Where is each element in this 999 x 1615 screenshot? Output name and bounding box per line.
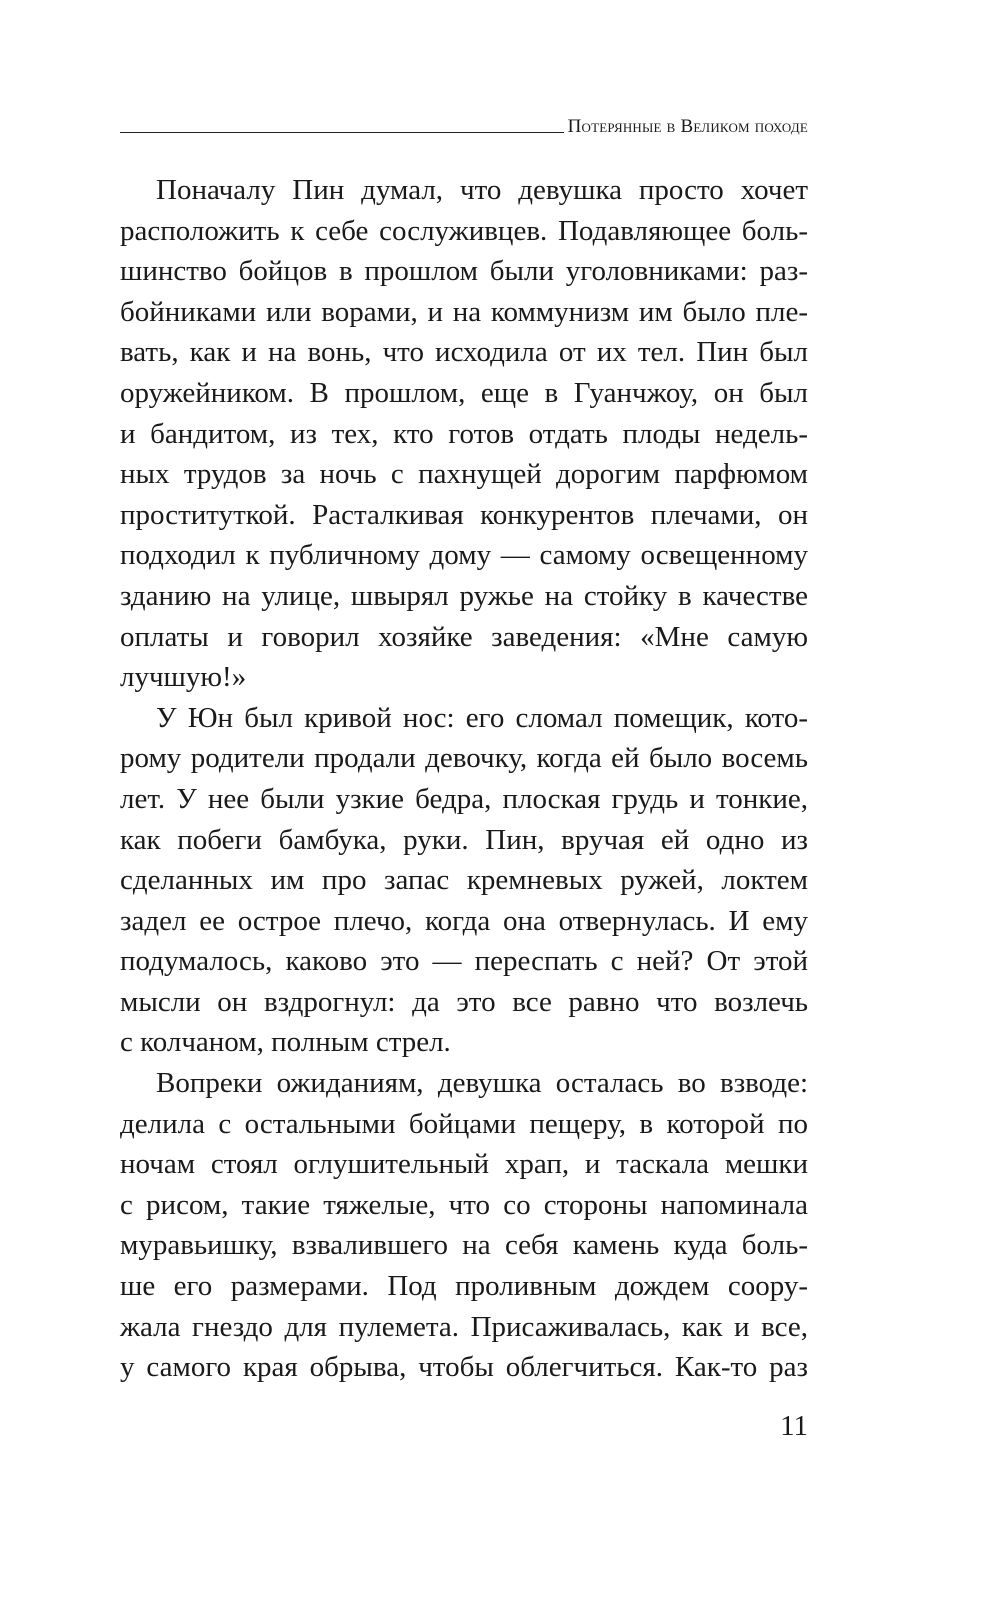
running-header: [120, 112, 808, 138]
text-line: с рисом, такие тяжелые, что со стороны напоминала: [120, 1188, 808, 1221]
text-line: Вопреки ожиданиям, девушка осталась во взводе:: [156, 1067, 808, 1100]
text-line: лучшую!»: [120, 661, 247, 694]
text-line: У Юн был кривой нос: его сломал помещик, кото-: [156, 701, 808, 734]
text-line: рому родители продали девочку, когда ей было восемь: [120, 742, 808, 775]
running-title: Потерянные в Великом походе: [567, 116, 808, 137]
text-line: как побеги бамбука, руки. Пин, вручая ей одно из: [120, 823, 808, 856]
text-line: расположить к себе сослуживцев. Подавляющее боль-: [120, 214, 808, 247]
header-rule: [120, 132, 564, 133]
text-line: вать, как и на вонь, что исходила от их тел. Пин был: [120, 336, 808, 369]
text-line: жала гнездо для пулемета. Присаживалась, как и все,: [120, 1310, 808, 1343]
text-line: у самого края обрыва, чтобы облегчиться. Как-то раз: [120, 1351, 808, 1384]
text-line: оплаты и говорил хозяйке заведения: «Мне самую: [120, 620, 808, 653]
paragraph: [120, 1063, 808, 1388]
text-line: ночам стоял оглушительный храп, и таскала мешки: [120, 1148, 808, 1181]
page-number: 11: [780, 1410, 808, 1442]
text-line: зданию на улице, швырял ружье на стойку в качестве: [120, 579, 808, 612]
text-line: Поначалу Пин думал, что девушка просто хочет: [156, 174, 808, 206]
text-line: подходил к публичному дому — самому освещенному: [120, 539, 808, 572]
text-line: шинство бойцов в прошлом были уголовниками: раз-: [120, 255, 808, 288]
text-line: оружейником. В прошлом, еще в Гуанчжоу, он был: [120, 376, 808, 409]
text-line: с колчаном, полным стрел.: [120, 1026, 451, 1059]
paragraph: [120, 698, 808, 1063]
text-line: задел ее острое плечо, когда она отвернулась. И ему: [120, 904, 808, 937]
text-line: и бандитом, из тех, кто готов отдать плоды недель-: [120, 417, 808, 450]
text-line: сделанных им про запас кремневых ружей, локтем: [120, 864, 808, 897]
paragraph: [120, 170, 808, 698]
text-line: бойниками или ворами, и на коммунизм им было пле-: [120, 295, 808, 328]
text-line: ше его размерами. Под проливным дождем соору-: [120, 1270, 808, 1303]
text-line: ных трудов за ночь с пахнущей дорогим парфюмом: [120, 458, 808, 491]
text-line: мысли он вздрогнул: да это все равно что возлечь: [120, 985, 808, 1018]
body-text: [120, 170, 808, 1388]
text-line: проституткой. Расталкивая конкурентов плечами, он: [120, 498, 808, 531]
text-line: муравьишку, взвалившего на себя камень куда боль-: [120, 1229, 808, 1262]
text-line: делила с остальными бойцами пещеру, в которой по: [120, 1107, 808, 1140]
text-line: подумалось, каково это — переспать с ней? От этой: [120, 945, 808, 978]
text-line: лет. У нее были узкие бедра, плоская грудь и тонкие,: [120, 782, 808, 815]
